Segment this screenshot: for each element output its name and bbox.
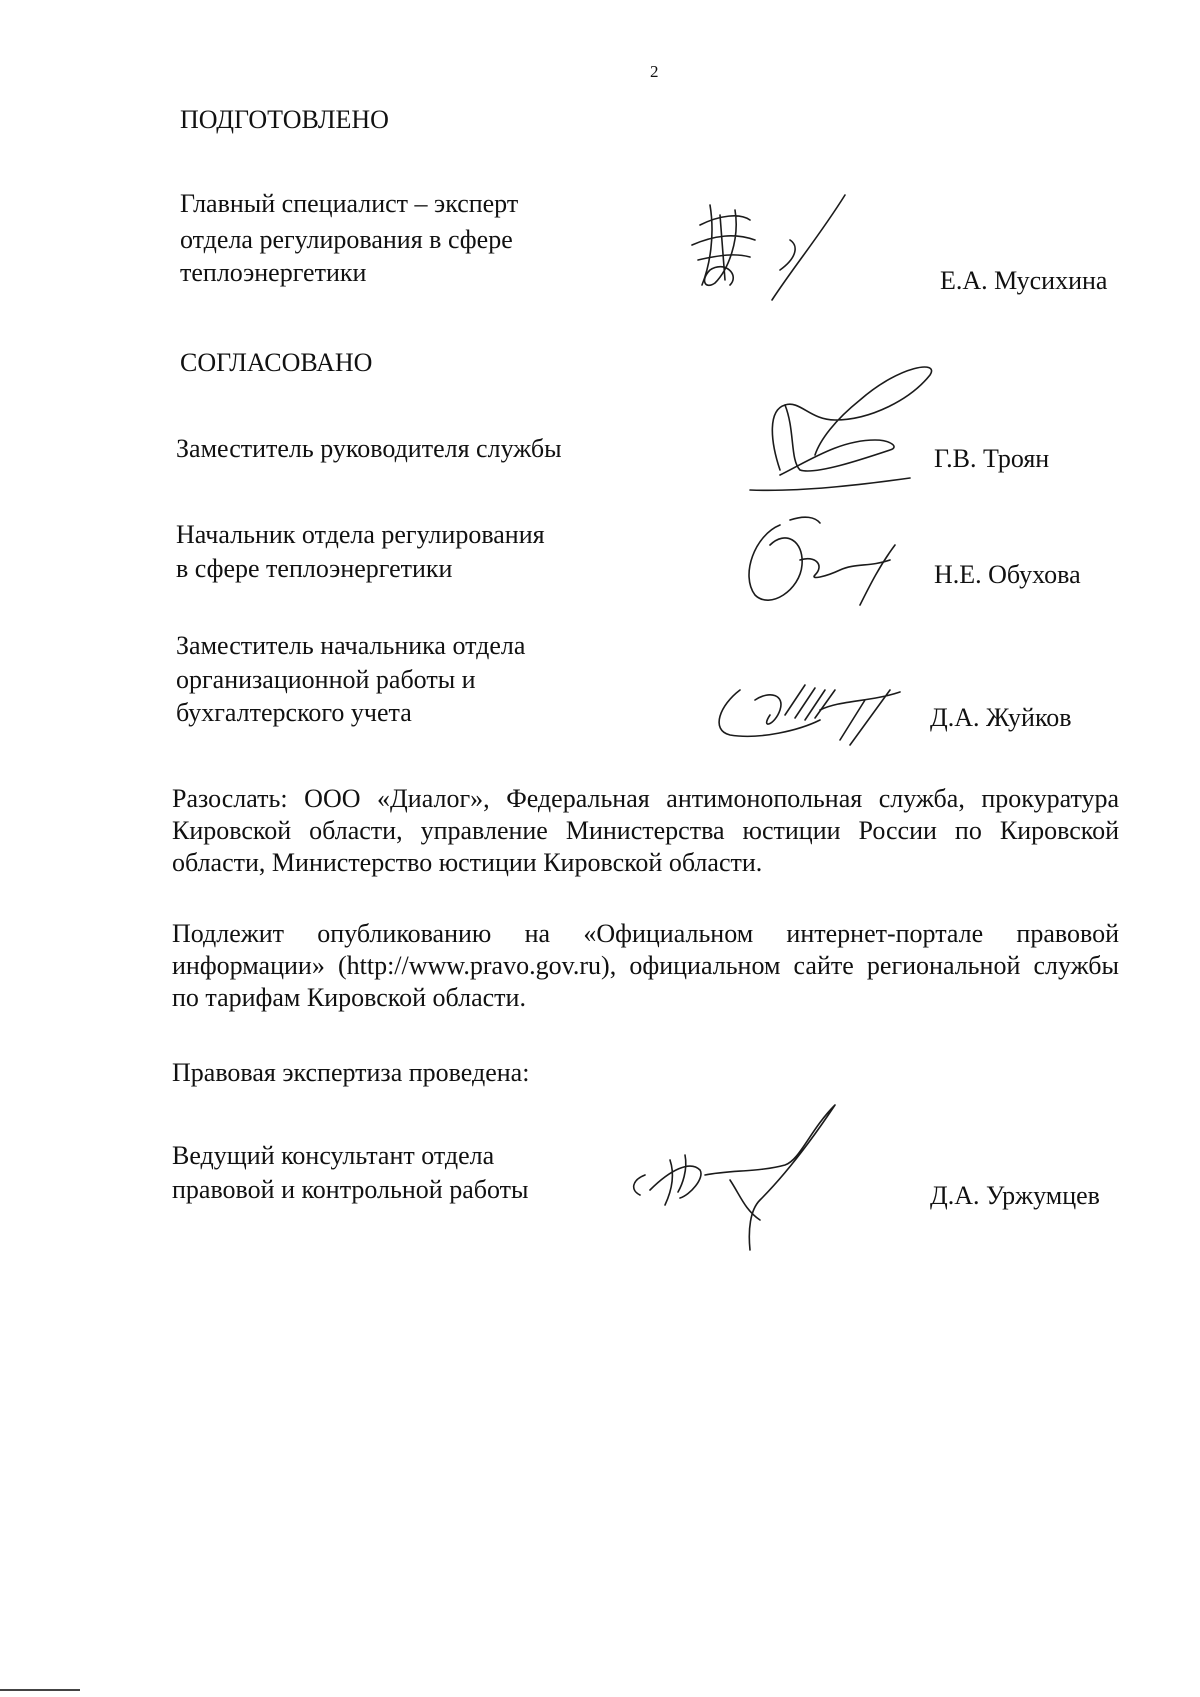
agreed-position-zhuikov-line-2: организационной работы и	[176, 665, 476, 694]
prepared-position-line-1: Главный специалист – эксперт	[180, 189, 519, 218]
prepared-position-line-2: отдела регулирования в сфере	[180, 225, 513, 254]
signature-musikhina	[680, 185, 860, 305]
agreed-name-zhuikov: Д.А. Жуйков	[930, 703, 1072, 732]
signature-troyan	[740, 360, 950, 505]
agreed-position-obukhova-line-1: Начальник отдела регулирования	[176, 520, 545, 549]
page-number: 2	[650, 62, 659, 81]
prepared-position-line-3: теплоэнергетики	[180, 258, 367, 287]
prepared-heading: ПОДГОТОВЛЕНО	[180, 105, 389, 134]
agreed-heading: СОГЛАСОВАНО	[180, 348, 373, 377]
legal-review-heading: Правовая экспертиза проведена:	[172, 1058, 530, 1087]
agreed-position-zhuikov-line-3: бухгалтерского учета	[176, 698, 412, 727]
signature-obukhova	[730, 505, 920, 615]
agreed-position-obukhova-line-2: в сфере теплоэнергетики	[176, 554, 453, 583]
page-edge-rule	[0, 1689, 80, 1691]
agreed-position-zhuikov-line-1: Заместитель начальника отдела	[176, 631, 526, 660]
publication-text: Подлежит опубликованию на «Официальном интернет-портале правовой информации» (http://www.pravo.gov.ru), официальном сайте региональной службы по тарифам Кировской области.	[172, 919, 1119, 1012]
signature-urzhumtsev	[610, 1100, 850, 1255]
legal-review-position-line-2: правовой и контрольной работы	[172, 1175, 529, 1204]
prepared-name: Е.А. Мусихина	[940, 266, 1108, 295]
agreed-name-troyan: Г.В. Троян	[934, 444, 1050, 473]
signature-zhuikov	[700, 670, 930, 750]
legal-review-name: Д.А. Уржумцев	[930, 1181, 1100, 1210]
legal-review-position-line-1: Ведущий консультант отдела	[172, 1141, 495, 1170]
agreed-name-obukhova: Н.Е. Обухова	[934, 560, 1081, 589]
agreed-position-troyan: Заместитель руководителя службы	[176, 434, 562, 463]
distribution-text: Разослать: ООО «Диалог», Федеральная антимонопольная служба, прокуратура Кировской области, управление Министерства юстиции России по Кировской области, Министерство юстиции Кировской области.	[172, 784, 1119, 877]
